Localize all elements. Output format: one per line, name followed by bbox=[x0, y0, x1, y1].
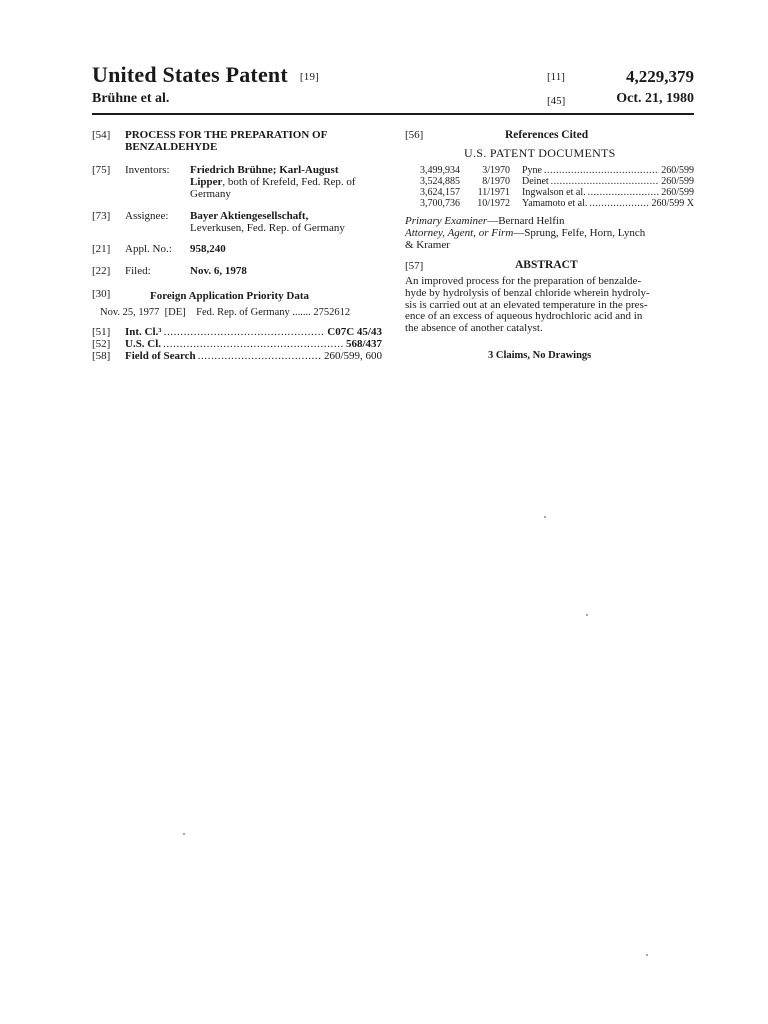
title-field-code: [54] bbox=[92, 129, 111, 141]
scan-speck bbox=[544, 516, 546, 518]
assignee-line2: Leverkusen, Fed. Rep. of Germany bbox=[190, 222, 345, 234]
patent-date: Oct. 21, 1980 bbox=[616, 91, 694, 106]
references-code: [56] bbox=[405, 129, 424, 141]
ref-number: 3,700,736 bbox=[420, 198, 460, 209]
class-label: Int. Cl.³ bbox=[125, 326, 162, 338]
references-subheader: U.S. PATENT DOCUMENTS bbox=[464, 146, 616, 160]
patent-number: 4,229,379 bbox=[626, 67, 694, 86]
abstract-line: ence of an excess of aqueous hydrochloric acid and in bbox=[405, 310, 643, 323]
patent-title bbox=[92, 62, 319, 88]
ref-date: 10/1972 bbox=[477, 198, 510, 209]
appl-code: [21] bbox=[92, 243, 111, 255]
abstract-line: hyde by hydrolysis of benzal chloride wherein hydroly- bbox=[405, 286, 650, 299]
invention-title-line2: BENZALDEHYDE bbox=[125, 141, 218, 153]
primary-examiner-label: Primary Examiner bbox=[405, 215, 488, 227]
inventors-line3: Germany bbox=[190, 188, 231, 200]
title-text: United States Patent bbox=[92, 62, 288, 87]
references-header: References Cited bbox=[505, 129, 589, 141]
class-value: 568/437 bbox=[345, 338, 382, 350]
scan-speck bbox=[646, 954, 648, 956]
inventors-label: Inventors: bbox=[125, 164, 170, 176]
attorney-value: —Sprung, Felfe, Horn, Lynch bbox=[513, 227, 646, 239]
inventor-short: Brühne et al. bbox=[92, 91, 170, 106]
abstract-line: An improved process for the preparation of benzalde- bbox=[405, 275, 642, 287]
date-code: [45] bbox=[547, 95, 566, 107]
classification-row bbox=[92, 326, 382, 338]
class-value: C07C 45/43 bbox=[327, 326, 382, 338]
class-label: U.S. Cl. bbox=[125, 338, 162, 350]
invention-title-line1: PROCESS FOR THE PREPARATION OF bbox=[125, 129, 328, 141]
inventors-line2-rest: , both of Krefeld, Fed. Rep. of bbox=[222, 176, 356, 188]
filed-label: Filed: bbox=[125, 265, 151, 277]
examiner-block bbox=[405, 215, 695, 251]
ref-name: Deinet bbox=[522, 176, 549, 187]
title-code: [19] bbox=[299, 71, 320, 83]
header-rule bbox=[92, 113, 694, 115]
primary-examiner-value: —Bernard Helfin bbox=[487, 215, 565, 227]
class-code: [51] bbox=[92, 326, 111, 338]
appl-value: 958,240 bbox=[190, 243, 226, 255]
ref-class: 260/599 bbox=[661, 165, 694, 176]
foreign-header: Foreign Application Priority Data bbox=[150, 290, 309, 302]
reference-row bbox=[414, 165, 694, 176]
inventor-lipper: Lipper bbox=[190, 176, 223, 188]
scan-speck bbox=[586, 614, 588, 616]
ref-name: Ingwalson et al. bbox=[522, 187, 586, 198]
attorney-label: Attorney, Agent, or Firm bbox=[405, 227, 514, 239]
abstract-line: sis is carried out at an elevated temperature in the pres- bbox=[405, 298, 648, 311]
attorney-line2: & Kramer bbox=[405, 239, 450, 251]
inventors-line2 bbox=[190, 176, 385, 188]
ref-date: 3/1970 bbox=[482, 165, 510, 176]
reference-row bbox=[414, 198, 694, 209]
ref-date: 8/1970 bbox=[482, 176, 510, 187]
ref-date: 11/1971 bbox=[477, 187, 510, 198]
attorney bbox=[405, 227, 695, 239]
abstract-code: [57] bbox=[405, 260, 424, 272]
assignee-label: Assignee: bbox=[125, 210, 169, 222]
ref-class: 260/599 bbox=[661, 176, 694, 187]
class-code: [52] bbox=[92, 338, 111, 350]
inventors-line1: Friedrich Brühne; Karl-August bbox=[190, 164, 339, 176]
inventors-code: [75] bbox=[92, 164, 111, 176]
primary-examiner bbox=[405, 215, 695, 227]
ref-class: 260/599 X bbox=[651, 198, 694, 209]
assignee-line1: Bayer Aktiengesellschaft, bbox=[190, 210, 309, 222]
ref-number: 3,624,157 bbox=[420, 187, 460, 198]
abstract-header: ABSTRACT bbox=[515, 259, 578, 271]
appl-label: Appl. No.: bbox=[125, 243, 172, 255]
class-value: 260/599, 600 bbox=[323, 350, 382, 362]
abstract-line: the absence of another catalyst. bbox=[405, 322, 543, 335]
classification-row bbox=[92, 338, 382, 350]
scan-speck bbox=[183, 833, 185, 835]
reference-row bbox=[414, 187, 694, 198]
foreign-code: [30] bbox=[92, 288, 111, 300]
foreign-entry: Nov. 25, 1977 [DE] Fed. Rep. of Germany ....... 2752612 bbox=[100, 307, 351, 318]
reference-row bbox=[414, 176, 694, 187]
filed-value: Nov. 6, 1978 bbox=[190, 265, 247, 277]
ref-number: 3,499,934 bbox=[420, 165, 460, 176]
ref-name: Yamamoto et al. bbox=[522, 198, 588, 209]
filed-code: [22] bbox=[92, 265, 111, 277]
abstract-text bbox=[405, 276, 695, 335]
ref-name: Pyne bbox=[522, 165, 542, 176]
classification-row bbox=[92, 350, 382, 362]
ref-class: 260/599 bbox=[661, 187, 694, 198]
class-label: Field of Search bbox=[125, 350, 196, 362]
assignee-code: [73] bbox=[92, 210, 111, 222]
patent-number-code: [11] bbox=[547, 71, 565, 83]
ref-number: 3,524,885 bbox=[420, 176, 460, 187]
claims-summary: 3 Claims, No Drawings bbox=[488, 350, 592, 361]
class-code: [58] bbox=[92, 350, 111, 362]
